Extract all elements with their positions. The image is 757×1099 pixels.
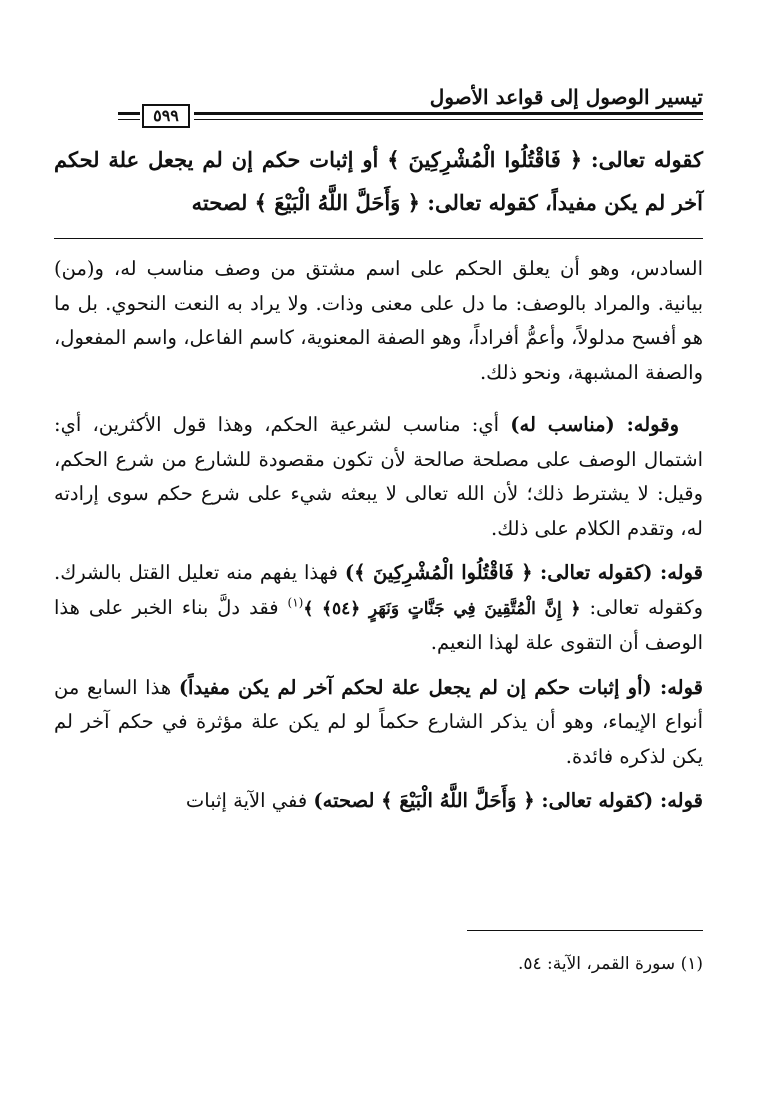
paragraph-3 bbox=[54, 556, 703, 661]
header-rule-end bbox=[118, 112, 140, 120]
footnote-separator bbox=[467, 930, 703, 931]
matn-separator bbox=[54, 238, 703, 239]
paragraph-5 bbox=[54, 784, 703, 819]
paragraph-2 bbox=[54, 408, 703, 546]
paragraph-2-text: أي: مناسب لشرعية الحكم، وهذا قول الأكثرين، أي: اشتمال الوصف على مصلحة صالحة لأن تكون مقصودة للشارع من شرع الحكم، وقيل: لا يشترط ذلك؛ لأن الله تعالى لا يبعثه شيء على شرع حكم سوى إرادته له، وتقدم الكلام على ذلك. bbox=[54, 413, 703, 540]
paragraph-5-text: ففي الآية إثبات bbox=[185, 789, 314, 812]
footnote-1: (١) سورة القمر، الآية: ٥٤. bbox=[517, 954, 703, 974]
paragraph-3-text: فهذا يفهم منه تعليل القتل بالشرك. وكقوله تعالى: bbox=[54, 561, 704, 619]
matn-text: كقوله تعالى: ﴿ فَاقْتُلُوا الْمُشْرِكِينَ ﴾ أو إثبات حكم إن لم يجعل علة لحكم آخر لم يكن مفيداً، كقوله تعالى: ﴿ وَأَحَلَّ اللَّهُ الْبَيْعَ ﴾ لصحته bbox=[54, 147, 703, 215]
paragraph-4 bbox=[54, 671, 703, 775]
page-number: ٥٩٩ bbox=[142, 104, 190, 128]
footnote-marker[interactable]: (١) bbox=[287, 595, 304, 609]
running-title: تيسير الوصول إلى قواعد الأصول bbox=[429, 85, 703, 109]
paragraph-2-lead: وقوله: (مناسب له) bbox=[510, 413, 679, 436]
quran-verse: ﴿ إِنَّ الْمُتَّقِينَ فِي جَنَّاتٍ وَنَهَرٍ ﴿٥٤﴾ ﴾ bbox=[303, 598, 581, 619]
paragraph-5-lead: قوله: (كقوله تعالى: ﴿ وَأَحَلَّ اللَّهُ الْبَيْعَ ﴾ لصحته) bbox=[313, 789, 703, 812]
paragraph-4-text: هذا السابع من أنواع الإيماء، وهو أن يذكر الشارع حكماً لو لم يكن علة مؤثرة في حكم آخر لم يكن لذكره فائدة. bbox=[54, 675, 703, 768]
paragraph-3-end: فقد دلَّ بناء الخبر على هذا الوصف أن التقوى علة لهذا النعيم. bbox=[54, 595, 703, 654]
paragraph-4-lead: قوله: (أو إثبات حكم إن لم يجعل علة لحكم آخر لم يكن مفيداً) bbox=[178, 675, 704, 699]
paragraph-3-lead: قوله: (كقوله تعالى: ﴿ فَاقْتُلُوا الْمُشْرِكِينَ ﴾) bbox=[344, 561, 703, 584]
header-rule bbox=[194, 112, 703, 120]
commentary bbox=[54, 252, 703, 819]
paragraph-1: السادس، وهو أن يعلق الحكم على اسم مشتق من وصف مناسب له، و(من) بيانية. والمراد بالوصف: ما دل على معنى وذات. ولا يراد به النعت النحوي. بل ما هو أفسح مدلولاً، وأعمُّ أفراداً، وهو الصفة المعنوية، كاسم الفاعل، واسم المفعول، والصفة المشبهة، ونحو ذلك. bbox=[54, 257, 703, 384]
